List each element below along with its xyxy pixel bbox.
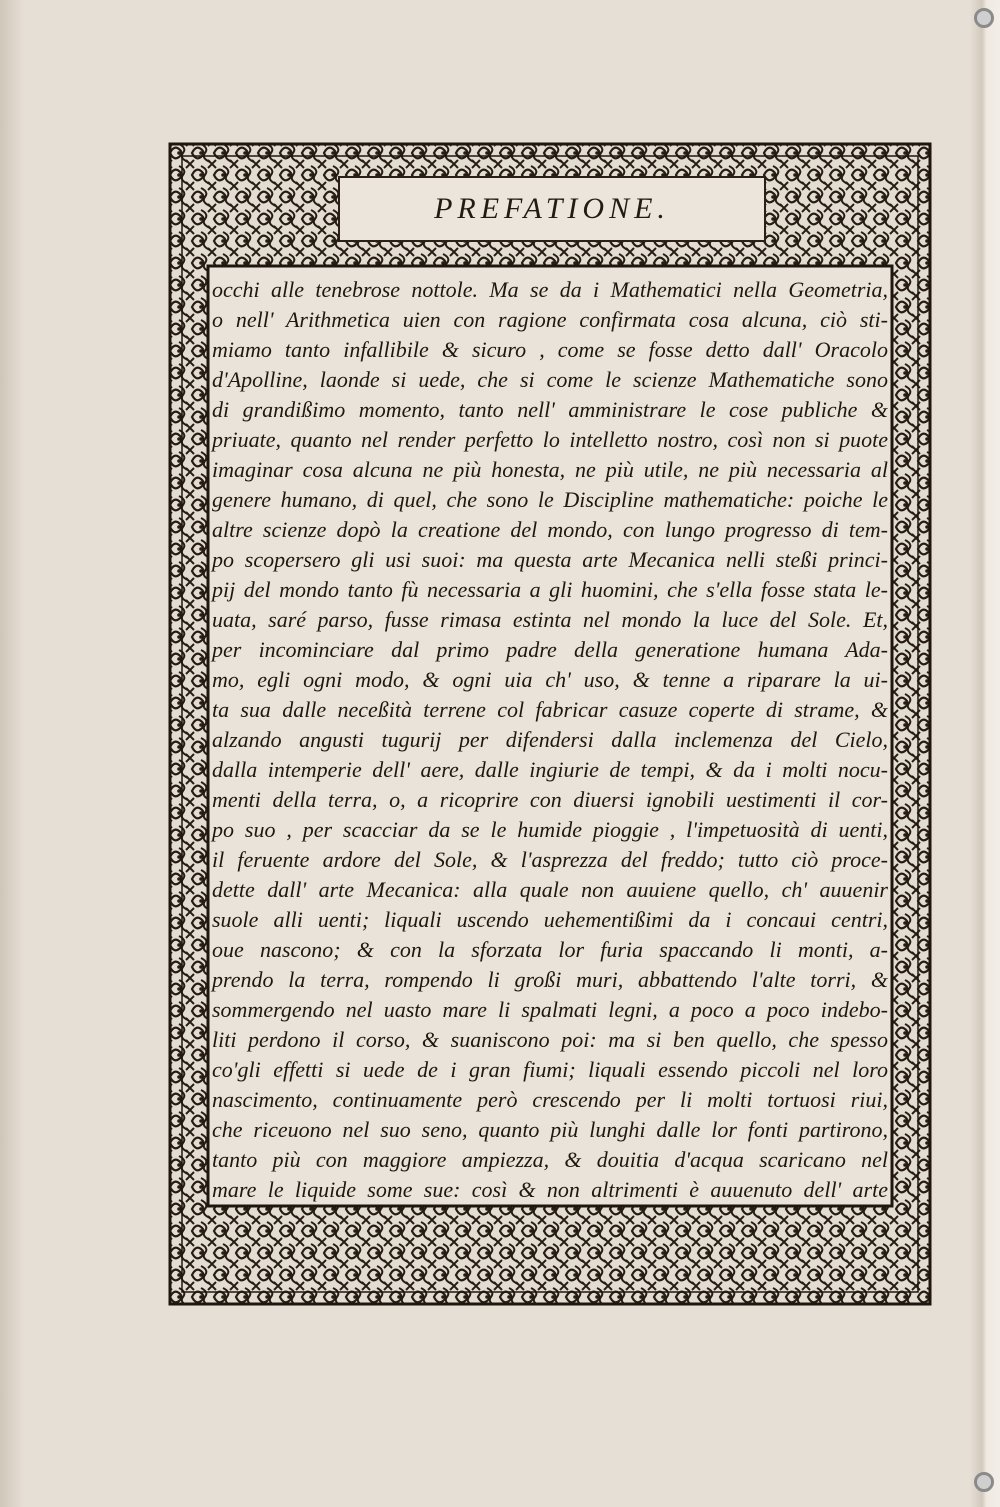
text-line: suole alli uenti; liquali uscendo uehementißimi da i concaui centri, [212,907,888,932]
text-line: tanto più con maggiore ampiezza, & douitia d'acqua scaricano nel [212,1147,888,1172]
text-line: dette dall' arte Mecanica: alla quale non auuiene quello, ch' auuenir [212,877,888,902]
text-line: genere humano, di quel, che sono le Discipline mathematiche: poiche le [212,487,888,512]
text-line: ta sua dalle neceßità terrene col fabricar casuze coperte di strame, & [212,697,888,722]
page-title: PREFATIONE. [434,192,670,225]
text-line: dalla intemperie dell' aere, dalle ingiurie de tempi, & da i molti nocu- [212,757,888,782]
text-line: menti della terra, o, a ricoprire con diuersi ignobili uestimenti il cor- [212,787,888,812]
text-line: nascimento, continuamente però crescendo per li molti tortuosi riui, [212,1087,888,1112]
text-line: occhi alle tenebrose nottole. Ma se da i Mathematici nella Geometria, [212,277,888,302]
page-gutter-shadow [0,0,24,1507]
text-line: priuate, quanto nel render perfetto lo intelletto nostro, così non si puote [212,427,888,452]
binding-ring [974,1472,994,1492]
text-block [212,272,888,1202]
text-line: mo, egli ogni modo, & ogni uia ch' uso, & tenne a riparare la ui- [212,667,888,692]
ornamental-frame [168,142,932,1306]
title-cartouche [338,176,766,242]
text-line: sommergendo nel uasto mare li spalmati legni, a poco a poco indebo- [212,997,888,1022]
text-line: o nell' Arithmetica uien con ragione confirmata cosa alcuna, ciò sti- [212,307,888,332]
text-line: mare le liquide some sue: così & non altrimenti è auuenuto dell' arte [212,1177,888,1202]
text-line: liti perdono il corso, & suaniscono poi: ma si ben quello, che spesso [212,1027,888,1052]
text-line: oue nascono; & con la sforzata lor furia spaccando li monti, a- [212,937,888,962]
text-line: uata, saré parso, fusse rimasa estinta nel mondo la luce del Sole. Et, [212,607,888,632]
text-line: miamo tanto infallibile & sicuro , come se fosse detto dall' Oracolo [212,337,888,362]
text-line: di grandißimo momento, tanto nell' amministrare le cose publiche & [212,397,888,422]
text-line: altre scienze dopò la creatione del mondo, con lungo progresso di tem- [212,517,888,542]
text-line: pij del mondo tanto fù necessaria a gli huomini, che s'ella fosse stata le- [212,577,888,602]
binding-ring [974,8,994,28]
text-line: prendo la terra, rompendo li großi muri, abbattendo l'alte torri, & [212,967,888,992]
text-line: per incominciare dal primo padre della generatione humana Ada- [212,637,888,662]
text-line: co'gli effetti si uede de i gran fiumi; liquali essendo piccoli nel loro [212,1057,888,1082]
text-line: il feruente ardore del Sole, & l'asprezza del freddo; tutto ciò proce- [212,847,888,872]
next-page-edge [970,0,1000,1507]
text-line: imaginar cosa alcuna ne più honesta, ne più utile, ne più necessaria al [212,457,888,482]
text-line: che riceuono nel suo seno, quanto più lunghi dalle lor fonti partirono, [212,1117,888,1142]
text-line: po scopersero gli usi suoi: ma questa arte Mecanica nelli steßi princi- [212,547,888,572]
text-line: alzando angusti tugurij per difendersi dalla inclemenza del Cielo, [212,727,888,752]
text-line: d'Apolline, laonde si uede, che si come le scienze Mathematiche sono [212,367,888,392]
text-line: po suo , per scacciar da se le humide pioggie , l'impetuosità di uenti, [212,817,888,842]
